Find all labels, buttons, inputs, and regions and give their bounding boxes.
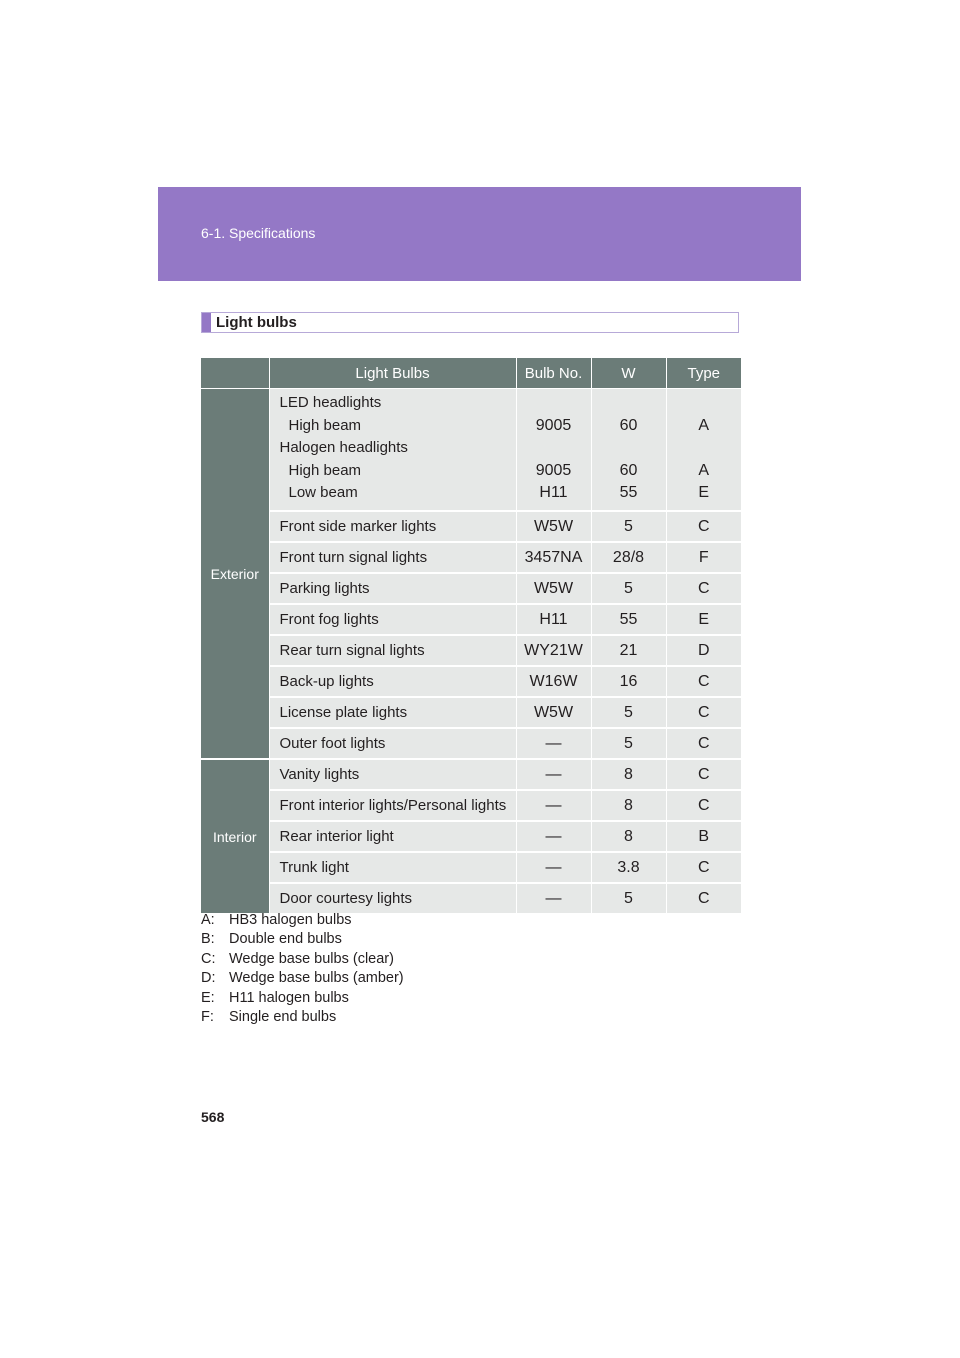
bulb-no-cell: —	[516, 821, 591, 852]
legend-key: C:	[201, 950, 216, 967]
table-row	[201, 542, 741, 573]
headlights-name-cell	[269, 389, 516, 512]
bulb-no-cell: W5W	[516, 573, 591, 604]
type-cell: C	[666, 666, 741, 697]
table-row	[201, 604, 741, 635]
bulb-no-cell: —	[516, 728, 591, 759]
watt-cell: 8	[591, 790, 666, 821]
bulb-name-cell: Front side marker lights	[269, 511, 516, 542]
table-row	[201, 790, 741, 821]
table-row	[201, 573, 741, 604]
table-row	[201, 821, 741, 852]
headlights-name-line: High beam	[288, 416, 362, 434]
bulb-name-cell: Rear interior light	[269, 821, 516, 852]
watt-cell: 5	[591, 883, 666, 914]
headlights-watt-line	[592, 392, 666, 415]
legend-item	[201, 950, 404, 969]
legend-item	[201, 930, 404, 949]
watt-cell: 16	[591, 666, 666, 697]
headlights-name-line: High beam	[288, 461, 362, 479]
group-interior: Interior	[201, 759, 269, 914]
type-cell: C	[666, 759, 741, 790]
type-cell: C	[666, 852, 741, 883]
headlights-type-line: E	[698, 484, 710, 502]
watt-cell: 5	[591, 573, 666, 604]
headlights-name-line: LED headlights	[279, 394, 382, 411]
heading-accent-bar	[202, 313, 211, 332]
legend-key: D:	[201, 970, 216, 987]
legend-text: Double end bulbs	[229, 931, 342, 948]
watt-cell: 5	[591, 511, 666, 542]
watt-cell: 3.8	[591, 852, 666, 883]
headlights-bulb-no-line: 9005	[535, 461, 572, 479]
header-group	[201, 358, 269, 389]
legend-key: F:	[201, 1008, 214, 1025]
bulb-no-cell: —	[516, 883, 591, 914]
legend-item	[201, 989, 404, 1008]
type-cell: C	[666, 573, 741, 604]
legend-item	[201, 911, 404, 930]
bulb-no-cell: 3457NA	[516, 542, 591, 573]
watt-cell: 8	[591, 759, 666, 790]
bulb-name-cell: Vanity lights	[269, 759, 516, 790]
bulb-name-cell: Trunk light	[269, 852, 516, 883]
headlights-bulb-no-line: 9005	[535, 416, 572, 434]
bulb-no-cell: —	[516, 759, 591, 790]
table-row	[201, 697, 741, 728]
legend-key: B:	[201, 931, 215, 948]
headlights-bulb-no-cell	[516, 389, 591, 512]
type-cell: E	[666, 604, 741, 635]
bulb-name-cell: Back-up lights	[269, 666, 516, 697]
type-cell: F	[666, 542, 741, 573]
type-cell: C	[666, 883, 741, 914]
headlights-type-line: A	[698, 416, 710, 434]
type-cell: C	[666, 790, 741, 821]
watt-cell: 55	[591, 604, 666, 635]
type-cell: D	[666, 635, 741, 666]
watt-cell: 21	[591, 635, 666, 666]
bulb-no-cell: H11	[516, 604, 591, 635]
type-cell: C	[666, 697, 741, 728]
table-row	[201, 635, 741, 666]
header-watt: W	[591, 358, 666, 389]
watt-cell: 5	[591, 728, 666, 759]
headlights-watt-line: 55	[619, 484, 638, 502]
type-cell: C	[666, 728, 741, 759]
headlights-type-cell	[666, 389, 741, 512]
bulb-name-cell: Front turn signal lights	[269, 542, 516, 573]
headlights-name-line: Halogen headlights	[279, 439, 408, 457]
table-row	[201, 852, 741, 883]
legend-text: H11 halogen bulbs	[229, 989, 349, 1006]
watt-cell: 28/8	[591, 542, 666, 573]
bulb-name-cell: Front fog lights	[269, 604, 516, 635]
headlights-type-line: A	[698, 461, 710, 479]
light-bulbs-table	[201, 358, 741, 915]
watt-cell: 5	[591, 697, 666, 728]
table-row	[201, 666, 741, 697]
bulb-name-cell: License plate lights	[269, 697, 516, 728]
headlights-bulb-no-line	[517, 437, 591, 460]
header-type: Type	[666, 358, 741, 389]
bulb-name-cell: Rear turn signal lights	[269, 635, 516, 666]
legend-key: E:	[201, 989, 215, 1006]
legend-text: Single end bulbs	[229, 1008, 337, 1025]
page-number: 568	[201, 1109, 225, 1125]
bulb-no-cell: W5W	[516, 511, 591, 542]
legend-text: HB3 halogen bulbs	[229, 912, 352, 928]
headlights-watt-line: 60	[619, 416, 638, 434]
section-title: Light bulbs	[216, 314, 297, 331]
headlights-bulb-no-line	[517, 392, 591, 415]
table-row	[201, 728, 741, 759]
headlights-watt-line: 60	[619, 461, 638, 479]
bulb-no-cell: WY21W	[516, 635, 591, 666]
legend-key: A:	[201, 912, 215, 928]
headlights-type-line	[667, 392, 742, 415]
headlights-watt-cell	[591, 389, 666, 512]
bulb-type-legend	[201, 911, 404, 1027]
bulb-no-cell: —	[516, 790, 591, 821]
bulb-no-cell: W16W	[516, 666, 591, 697]
table-header-row	[201, 358, 741, 389]
table-row	[201, 511, 741, 542]
headlights-watt-line	[592, 437, 666, 460]
group-exterior: Exterior	[201, 389, 269, 760]
chapter-header	[158, 187, 801, 281]
headlights-type-line	[667, 437, 742, 460]
bulb-name-cell: Parking lights	[269, 573, 516, 604]
type-cell: B	[666, 821, 741, 852]
table-row	[201, 389, 741, 512]
bulb-name-cell: Door courtesy lights	[269, 883, 516, 914]
table-row	[201, 883, 741, 914]
legend-text: Wedge base bulbs (amber)	[229, 970, 404, 987]
bulb-no-cell: W5W	[516, 697, 591, 728]
bulb-name-cell: Front interior lights/Personal lights	[269, 790, 516, 821]
header-light-bulbs: Light Bulbs	[269, 358, 516, 389]
watt-cell: 8	[591, 821, 666, 852]
type-cell: C	[666, 511, 741, 542]
header-bulb-no: Bulb No.	[516, 358, 591, 389]
bulb-no-cell: —	[516, 852, 591, 883]
section-heading	[201, 312, 739, 333]
headlights-name-line: Low beam	[288, 484, 358, 502]
breadcrumb: 6-1. Specifications	[201, 225, 316, 241]
legend-item	[201, 1008, 404, 1027]
legend-item	[201, 969, 404, 988]
legend-text: Wedge base bulbs (clear)	[229, 950, 394, 967]
bulb-name-cell: Outer foot lights	[269, 728, 516, 759]
table-row	[201, 759, 741, 790]
headlights-bulb-no-line: H11	[539, 484, 568, 502]
